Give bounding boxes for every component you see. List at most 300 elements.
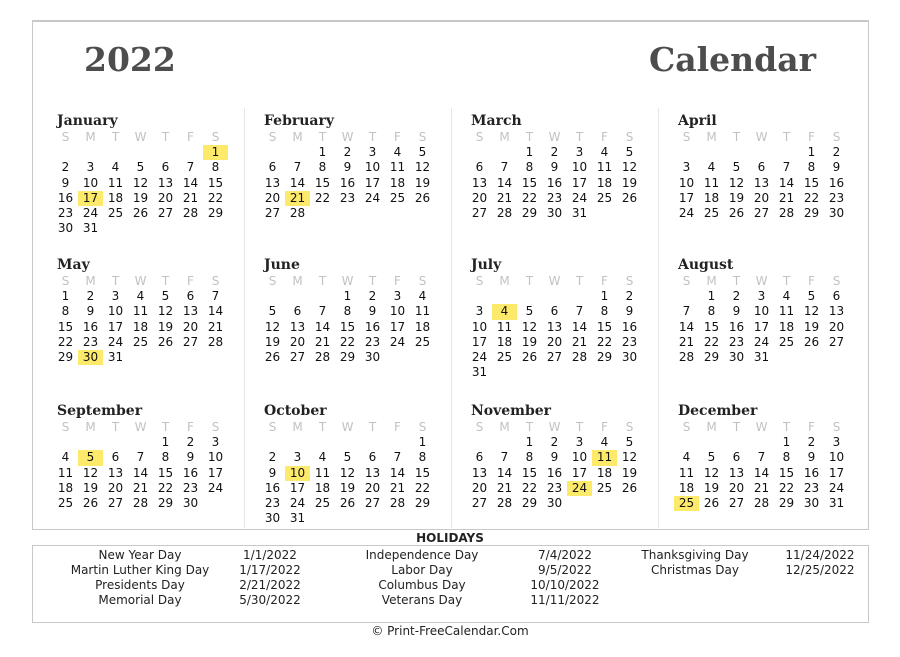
day-cell: 31	[753, 349, 770, 364]
day-cell: 1	[318, 145, 327, 160]
day-cell: 24	[82, 205, 99, 220]
empty-cell	[749, 145, 774, 160]
holiday-name: Independence Day	[365, 548, 479, 562]
weekday-header: S	[418, 420, 427, 434]
day-cell: 22	[596, 334, 613, 349]
weekday-header: S	[475, 420, 484, 434]
weekday-header: F	[601, 274, 608, 288]
empty-cell	[128, 435, 153, 450]
empty-cell	[78, 145, 103, 160]
holiday-date: 7/4/2022	[538, 548, 592, 562]
day-cell: 26	[157, 334, 174, 349]
holiday-name: Presidents Day	[95, 578, 185, 592]
month-august	[674, 257, 854, 365]
day-cell: 3	[86, 160, 95, 175]
day-cell: 9	[86, 304, 95, 319]
month-june	[260, 257, 440, 365]
weekday-header: S	[832, 420, 841, 434]
day-cell: 10	[364, 160, 381, 175]
month-grid	[674, 420, 854, 511]
month-grid	[53, 420, 233, 511]
weekday-header: W	[755, 130, 768, 144]
weekday-header: T	[575, 420, 584, 434]
day-cell: 12	[803, 304, 820, 319]
day-cell: 11	[414, 304, 431, 319]
day-cell: 19	[728, 190, 745, 205]
day-cell: 27	[289, 349, 306, 364]
holiday-date: 1/1/2022	[243, 548, 297, 562]
day-cell: 21	[314, 334, 331, 349]
day-cell: 26	[82, 495, 99, 510]
day-cell: 24	[207, 480, 224, 495]
day-cell: 26	[521, 349, 538, 364]
day-cell: 6	[832, 289, 841, 304]
day-cell: 8	[61, 304, 70, 319]
day-cell: 12	[703, 465, 720, 480]
day-cell: 6	[475, 160, 484, 175]
day-cell: 19	[264, 334, 281, 349]
day-cell: 23	[621, 334, 638, 349]
day-cell: 20	[828, 319, 845, 334]
weekday-header: T	[161, 130, 170, 144]
day-cell: 14	[182, 175, 199, 190]
day-cell: 1	[61, 289, 70, 304]
day-cell: 30	[364, 349, 381, 364]
weekday-header: M	[706, 420, 717, 434]
weekday-header: F	[601, 130, 608, 144]
empty-cell	[310, 435, 335, 450]
holiday-name: Labor Day	[391, 563, 453, 577]
weekday-header: W	[548, 130, 561, 144]
day-cell: 31	[571, 205, 588, 220]
day-cell: 16	[264, 480, 281, 495]
month-december	[674, 403, 854, 511]
day-cell: 13	[828, 304, 845, 319]
weekday-header: T	[318, 274, 327, 288]
day-cell: 1	[161, 435, 170, 450]
day-cell: 30	[546, 205, 563, 220]
day-cell: 5	[418, 145, 427, 160]
weekday-header: S	[682, 130, 691, 144]
day-cell: 13	[107, 465, 124, 480]
month-name: December	[678, 403, 758, 419]
day-cell: 16	[728, 319, 745, 334]
day-cell: 19	[132, 190, 149, 205]
weekday-header: M	[706, 130, 717, 144]
day-cell: 5	[136, 160, 145, 175]
empty-cell	[260, 289, 285, 304]
day-cell: 25	[778, 334, 795, 349]
day-cell: 12	[414, 160, 431, 175]
day-cell: 18	[703, 190, 720, 205]
weekday-header: S	[268, 130, 277, 144]
day-cell: 16	[339, 175, 356, 190]
empty-cell	[774, 145, 799, 160]
day-cell: 23	[57, 205, 74, 220]
day-cell: 18	[596, 465, 613, 480]
day-cell: 17	[571, 175, 588, 190]
holiday-day-cell: 5	[78, 450, 103, 465]
day-cell: 8	[525, 160, 534, 175]
day-cell: 28	[778, 205, 795, 220]
weekday-header: S	[61, 274, 70, 288]
weekday-header: S	[475, 130, 484, 144]
year-heading: 2022	[84, 40, 176, 79]
day-cell: 19	[157, 319, 174, 334]
day-cell: 23	[546, 480, 563, 495]
day-cell: 21	[678, 334, 695, 349]
day-cell: 8	[343, 304, 352, 319]
day-cell: 12	[132, 175, 149, 190]
month-name: August	[678, 257, 734, 273]
weekday-header: S	[418, 274, 427, 288]
day-cell: 21	[496, 480, 513, 495]
weekday-header: S	[832, 130, 841, 144]
day-cell: 10	[571, 160, 588, 175]
day-cell: 1	[525, 145, 534, 160]
day-cell: 14	[132, 465, 149, 480]
day-cell: 17	[571, 465, 588, 480]
day-cell: 18	[57, 480, 74, 495]
empty-cell	[285, 289, 310, 304]
day-cell: 11	[107, 175, 124, 190]
weekday-header: T	[368, 420, 377, 434]
day-cell: 12	[521, 319, 538, 334]
day-cell: 8	[707, 304, 716, 319]
day-cell: 30	[264, 511, 281, 526]
day-cell: 5	[732, 160, 741, 175]
day-cell: 20	[471, 190, 488, 205]
day-cell: 7	[211, 289, 220, 304]
empty-cell	[53, 145, 78, 160]
day-cell: 3	[293, 450, 302, 465]
empty-cell	[360, 435, 385, 450]
day-cell: 13	[264, 175, 281, 190]
holiday-day-cell: 21	[285, 191, 310, 206]
weekday-header: S	[625, 420, 634, 434]
day-cell: 18	[132, 319, 149, 334]
weekday-header: T	[111, 274, 120, 288]
day-cell: 15	[803, 175, 820, 190]
empty-cell	[310, 289, 335, 304]
day-cell: 27	[471, 205, 488, 220]
month-october	[260, 403, 440, 526]
weekday-header: M	[499, 420, 510, 434]
day-cell: 7	[136, 450, 145, 465]
day-cell: 28	[571, 349, 588, 364]
weekday-header: S	[61, 420, 70, 434]
holiday-date: 5/30/2022	[239, 593, 301, 607]
day-cell: 1	[418, 435, 427, 450]
day-cell: 23	[803, 480, 820, 495]
day-cell: 25	[389, 190, 406, 205]
day-cell: 17	[678, 190, 695, 205]
holiday-day-cell: 4	[492, 304, 517, 319]
day-cell: 28	[753, 495, 770, 510]
month-name: September	[57, 403, 143, 419]
day-cell: 28	[182, 205, 199, 220]
day-cell: 15	[414, 465, 431, 480]
day-cell: 29	[778, 495, 795, 510]
day-cell: 25	[107, 205, 124, 220]
day-cell: 30	[621, 349, 638, 364]
month-grid	[260, 274, 440, 365]
day-cell: 1	[782, 435, 791, 450]
day-cell: 3	[368, 145, 377, 160]
column-divider	[658, 108, 659, 528]
holiday-date: 11/11/2022	[530, 593, 600, 607]
month-name: April	[678, 113, 717, 129]
day-cell: 16	[546, 175, 563, 190]
day-cell: 20	[157, 190, 174, 205]
weekday-header: F	[808, 420, 815, 434]
day-cell: 2	[86, 289, 95, 304]
weekday-header: F	[808, 274, 815, 288]
weekday-header: M	[292, 420, 303, 434]
day-cell: 2	[186, 435, 195, 450]
weekday-header: T	[525, 420, 534, 434]
day-cell: 6	[757, 160, 766, 175]
day-cell: 20	[728, 480, 745, 495]
day-cell: 27	[364, 495, 381, 510]
day-cell: 31	[82, 221, 99, 236]
empty-cell	[260, 435, 285, 450]
day-cell: 2	[807, 435, 816, 450]
day-cell: 9	[343, 160, 352, 175]
day-cell: 7	[393, 450, 402, 465]
day-cell: 5	[343, 450, 352, 465]
day-cell: 8	[525, 450, 534, 465]
weekday-header: T	[161, 420, 170, 434]
day-cell: 26	[703, 495, 720, 510]
day-cell: 17	[364, 175, 381, 190]
weekday-header: M	[499, 130, 510, 144]
day-cell: 19	[703, 480, 720, 495]
month-name: January	[57, 113, 118, 129]
day-cell: 20	[471, 480, 488, 495]
day-cell: 9	[732, 304, 741, 319]
day-cell: 30	[182, 495, 199, 510]
weekday-header: F	[394, 420, 401, 434]
day-cell: 8	[600, 304, 609, 319]
holiday-name: Columbus Day	[378, 578, 466, 592]
month-grid	[674, 274, 854, 365]
day-cell: 24	[289, 495, 306, 510]
day-cell: 15	[521, 465, 538, 480]
day-cell: 4	[61, 450, 70, 465]
day-cell: 16	[182, 465, 199, 480]
day-cell: 14	[571, 319, 588, 334]
day-cell: 9	[550, 160, 559, 175]
day-cell: 24	[389, 334, 406, 349]
day-cell: 3	[682, 160, 691, 175]
weekday-header: T	[368, 130, 377, 144]
holiday-name: Thanksgiving Day	[641, 548, 749, 562]
day-cell: 25	[596, 190, 613, 205]
empty-cell	[749, 435, 774, 450]
holiday-date: 10/10/2022	[530, 578, 600, 592]
day-cell: 31	[828, 495, 845, 510]
weekday-header: T	[161, 274, 170, 288]
weekday-header: T	[368, 274, 377, 288]
empty-cell	[335, 435, 360, 450]
holiday-name: Veterans Day	[381, 593, 463, 607]
empty-cell	[153, 145, 178, 160]
weekday-header: F	[394, 130, 401, 144]
day-cell: 25	[596, 480, 613, 495]
day-cell: 3	[575, 435, 584, 450]
empty-cell	[674, 435, 699, 450]
day-cell: 18	[389, 175, 406, 190]
day-cell: 15	[339, 319, 356, 334]
day-cell: 19	[621, 175, 638, 190]
weekday-header: W	[755, 274, 768, 288]
day-cell: 7	[782, 160, 791, 175]
weekday-header: W	[134, 130, 147, 144]
day-cell: 22	[703, 334, 720, 349]
day-cell: 18	[414, 319, 431, 334]
day-cell: 10	[678, 175, 695, 190]
day-cell: 25	[703, 205, 720, 220]
day-cell: 19	[414, 175, 431, 190]
empty-cell	[285, 145, 310, 160]
month-november	[467, 403, 647, 511]
day-cell: 27	[107, 495, 124, 510]
weekday-header: T	[111, 420, 120, 434]
day-cell: 13	[546, 319, 563, 334]
month-grid	[467, 274, 647, 380]
weekday-header: M	[85, 130, 96, 144]
weekday-header: S	[268, 420, 277, 434]
day-cell: 23	[339, 190, 356, 205]
day-cell: 24	[753, 334, 770, 349]
day-cell: 25	[414, 334, 431, 349]
day-cell: 29	[803, 205, 820, 220]
day-cell: 10	[82, 175, 99, 190]
day-cell: 6	[111, 450, 120, 465]
day-cell: 3	[111, 289, 120, 304]
weekday-header: M	[85, 274, 96, 288]
day-cell: 7	[500, 160, 509, 175]
day-cell: 28	[132, 495, 149, 510]
day-cell: 27	[753, 205, 770, 220]
day-cell: 5	[161, 289, 170, 304]
day-cell: 23	[728, 334, 745, 349]
day-cell: 29	[703, 349, 720, 364]
day-cell: 18	[778, 319, 795, 334]
weekday-header: T	[111, 130, 120, 144]
weekday-header: T	[782, 274, 791, 288]
holidays-title: HOLIDAYS	[416, 531, 484, 545]
day-cell: 28	[496, 495, 513, 510]
day-cell: 28	[289, 205, 306, 220]
day-cell: 4	[682, 450, 691, 465]
day-cell: 17	[471, 334, 488, 349]
day-cell: 15	[314, 175, 331, 190]
weekday-header: W	[134, 274, 147, 288]
day-cell: 3	[393, 289, 402, 304]
weekday-header: S	[682, 274, 691, 288]
month-name: June	[264, 257, 300, 273]
day-cell: 27	[182, 334, 199, 349]
day-cell: 7	[757, 450, 766, 465]
month-grid	[260, 130, 440, 221]
day-cell: 23	[264, 495, 281, 510]
day-cell: 16	[621, 319, 638, 334]
day-cell: 27	[828, 334, 845, 349]
day-cell: 14	[753, 465, 770, 480]
weekday-header: T	[732, 420, 741, 434]
day-cell: 19	[521, 334, 538, 349]
day-cell: 4	[393, 145, 402, 160]
day-cell: 10	[207, 450, 224, 465]
day-cell: 2	[625, 289, 634, 304]
day-cell: 16	[828, 175, 845, 190]
day-cell: 26	[414, 190, 431, 205]
weekday-header: T	[732, 130, 741, 144]
day-cell: 2	[268, 450, 277, 465]
day-cell: 10	[107, 304, 124, 319]
day-cell: 20	[289, 334, 306, 349]
empty-cell	[492, 289, 517, 304]
day-cell: 29	[207, 205, 224, 220]
day-cell: 9	[268, 465, 277, 480]
weekday-header: M	[292, 130, 303, 144]
day-cell: 28	[389, 495, 406, 510]
day-cell: 14	[778, 175, 795, 190]
month-name: October	[264, 403, 327, 419]
weekday-header: M	[706, 274, 717, 288]
month-grid	[53, 274, 233, 365]
day-cell: 25	[132, 334, 149, 349]
calendar-title: Calendar	[648, 40, 816, 79]
day-cell: 22	[803, 190, 820, 205]
day-cell: 1	[807, 145, 816, 160]
day-cell: 20	[264, 190, 281, 205]
day-cell: 21	[182, 190, 199, 205]
day-cell: 27	[157, 205, 174, 220]
weekday-header: W	[134, 420, 147, 434]
weekday-header: S	[475, 274, 484, 288]
day-cell: 16	[803, 465, 820, 480]
day-cell: 2	[550, 435, 559, 450]
day-cell: 3	[211, 435, 220, 450]
day-cell: 17	[207, 465, 224, 480]
day-cell: 2	[550, 145, 559, 160]
weekday-header: W	[548, 274, 561, 288]
day-cell: 29	[521, 495, 538, 510]
holiday-day-cell: 24	[567, 481, 592, 496]
day-cell: 19	[803, 319, 820, 334]
empty-cell	[285, 435, 310, 450]
empty-cell	[724, 435, 749, 450]
day-cell: 2	[832, 145, 841, 160]
day-cell: 12	[339, 465, 356, 480]
weekday-header: M	[499, 274, 510, 288]
day-cell: 18	[496, 334, 513, 349]
day-cell: 28	[678, 349, 695, 364]
holiday-name: Memorial Day	[98, 593, 182, 607]
day-cell: 27	[264, 205, 281, 220]
day-cell: 4	[600, 435, 609, 450]
day-cell: 5	[707, 450, 716, 465]
day-cell: 5	[807, 289, 816, 304]
day-cell: 7	[186, 160, 195, 175]
day-cell: 10	[471, 319, 488, 334]
day-cell: 10	[571, 450, 588, 465]
day-cell: 22	[414, 480, 431, 495]
day-cell: 15	[157, 465, 174, 480]
